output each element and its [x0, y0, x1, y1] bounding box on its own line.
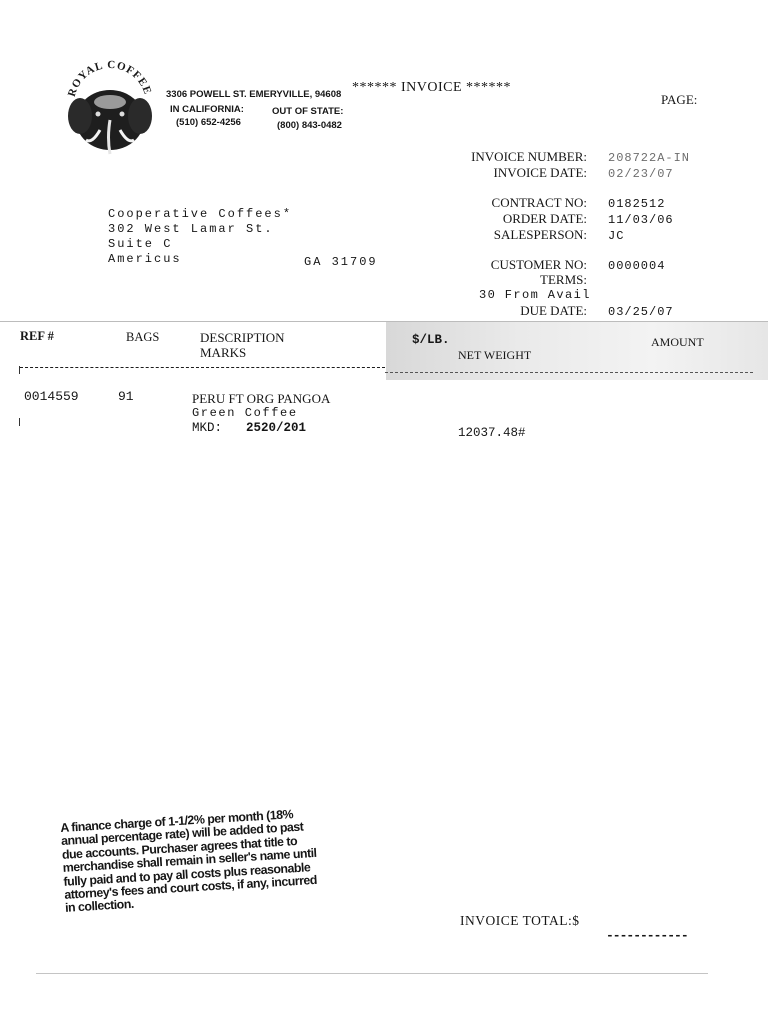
tick-mark — [19, 418, 20, 426]
item-bags: 91 — [118, 389, 134, 404]
invoice-date-value: 02/23/07 — [608, 167, 674, 181]
item-description: PERU FT ORG PANGOA — [192, 391, 331, 406]
header-dash-right — [385, 372, 753, 373]
invoice-total-label: INVOICE TOTAL:$ — [460, 913, 580, 928]
company-address: 3306 POWELL ST. EMERYVILLE, 94608 — [166, 89, 342, 100]
terms-value: 30 From Avail — [479, 288, 591, 302]
salesperson-label: SALESPERSON: — [493, 227, 587, 242]
customer-suite: Suite C — [108, 237, 173, 251]
footer-rule — [36, 973, 708, 974]
elephant-logo-icon — [64, 58, 156, 158]
contract-label: CONTRACT NO: — [491, 195, 587, 210]
item-ref: 0014559 — [24, 389, 79, 404]
customer-city: Americus — [108, 252, 182, 266]
contract-value: 0182512 — [608, 197, 666, 211]
due-date-label: DUE DATE: — [520, 303, 587, 318]
in-state-label: IN CALIFORNIA: — [170, 104, 244, 115]
customer-no-label: CUSTOMER NO: — [490, 257, 587, 272]
invoice-title: ****** INVOICE ****** — [352, 80, 512, 95]
due-date-value: 03/25/07 — [608, 305, 674, 319]
customer-no-value: 0000004 — [608, 259, 666, 273]
salesperson-value: JC — [608, 229, 625, 243]
terms-label: TERMS: — [540, 272, 587, 287]
invoice-number-value: 208722A-IN — [608, 151, 691, 165]
out-state-label: OUT OF STATE: — [272, 106, 344, 117]
finance-charge-note: A finance charge of 1-1/2% per month (18% annual percentage rate) will be added to past due accounts. Purchaser agrees that title to merchandise shall remain in seller's name until fully paid and to pay all costs plus reasonable attorney's fees and court costs, if any, incurred in collection. — [59, 807, 318, 916]
item-net-weight: 12037.48# — [458, 426, 526, 440]
col-net-weight: NET WEIGHT — [458, 348, 532, 362]
customer-state-zip: GA 31709 — [304, 255, 378, 269]
invoice-total-value: ------------ — [606, 928, 688, 943]
col-description: DESCRIPTION — [200, 330, 285, 345]
item-subtitle: Green Coffee — [192, 406, 298, 420]
order-date-value: 11/03/06 — [608, 213, 674, 227]
item-marks-label: MKD: — [192, 421, 223, 435]
header-top-rule — [0, 321, 768, 322]
invoice-date-label: INVOICE DATE: — [493, 165, 587, 180]
col-bags: BAGS — [126, 330, 160, 344]
customer-name: Cooperative Coffees* — [108, 207, 293, 221]
col-price: $/LB. — [412, 333, 450, 347]
item-marks: 2520/201 — [246, 421, 307, 435]
tick-mark — [19, 366, 20, 374]
col-ref: REF # — [20, 329, 54, 343]
customer-street: 302 West Lamar St. — [108, 222, 274, 236]
invoice-number-label: INVOICE NUMBER: — [471, 149, 587, 164]
royal-coffee-logo — [64, 58, 156, 158]
in-state-phone: (510) 652-4256 — [176, 117, 241, 128]
order-date-label: ORDER DATE: — [502, 211, 587, 226]
col-marks: MARKS — [200, 345, 247, 360]
out-state-phone: (800) 843-0482 — [277, 120, 342, 131]
col-amount: AMOUNT — [651, 335, 704, 349]
header-dash-left — [20, 367, 385, 368]
svg-text:ROYAL COFFEE: ROYAL COFFEE — [65, 58, 154, 99]
page-label: PAGE: — [661, 92, 698, 107]
